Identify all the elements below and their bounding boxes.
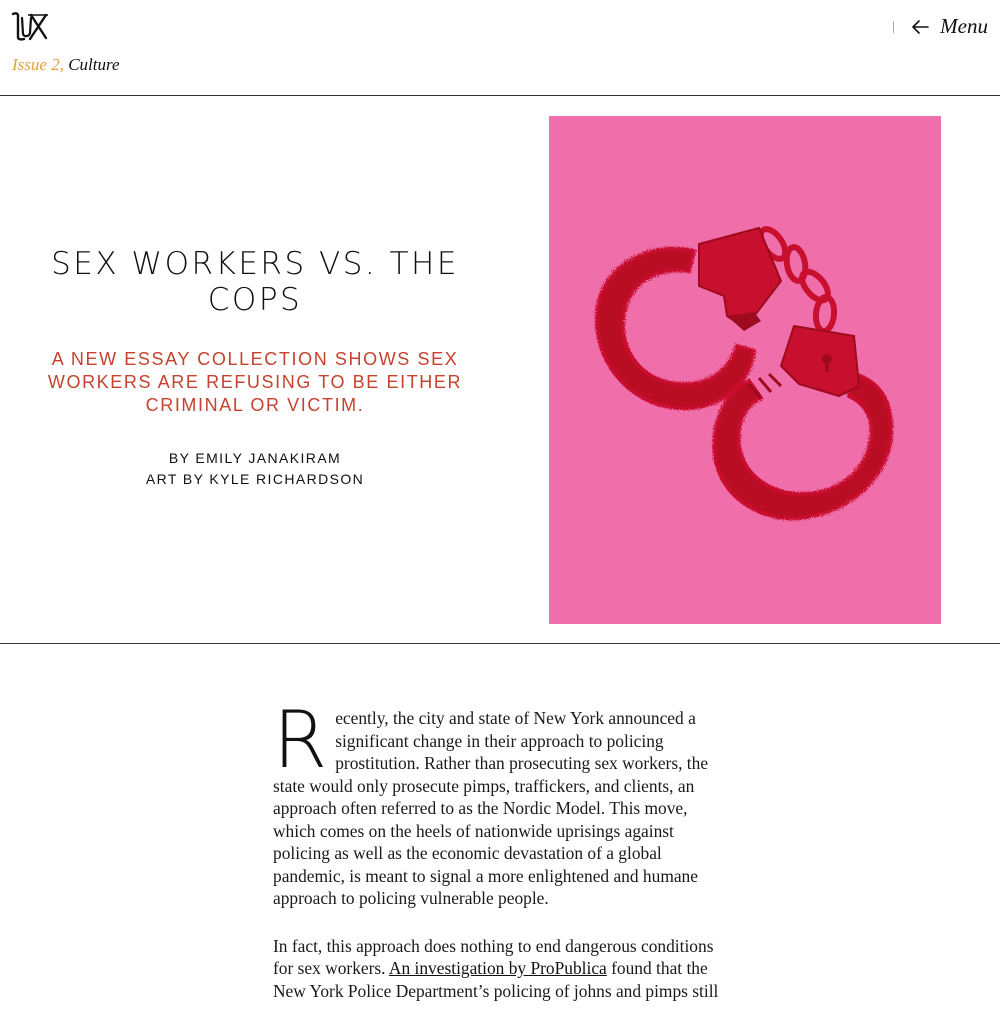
menu-divider xyxy=(893,21,894,33)
paragraph-1 xyxy=(273,696,731,910)
menu-label: Menu xyxy=(940,14,988,38)
logo-mark-icon xyxy=(10,10,50,44)
byline xyxy=(40,448,470,490)
article-dek: A NEW ESSAY COLLECTION SHOWS SEX WORKERS ARE REFUSING TO BE EITHER CRIMINAL OR VICTIM. xyxy=(47,349,463,415)
author-credit: BY EMILY JANAKIRAM xyxy=(168,450,342,466)
paragraph-2 xyxy=(273,935,731,1003)
paragraph-2-text-after: found that the New York Police Department’s policing of johns and pimps still xyxy=(273,958,719,1001)
issue-label[interactable]: Issue 2, xyxy=(12,55,64,74)
menu-button[interactable] xyxy=(893,14,988,39)
hero-divider xyxy=(0,643,1000,644)
header-divider xyxy=(0,95,1000,96)
paragraph-1-text: ecently, the city and state of New York announced a significant change in their approach to policing prostitution. Rather than prosecuting sex workers, the state would only prosecute pimps, traffickers, and clients, an approach often referred to as the Nordic Model. This move, which comes on the heels of nationwide uprisings against policing as well as the economic devastation of a global pandemic, is meant to signal a more enlightened and humane approach to policing vulnerable people. xyxy=(273,708,709,908)
site-logo[interactable] xyxy=(10,10,50,44)
artist-credit: ART BY KYLE RICHARDSON xyxy=(145,471,365,487)
paragraph-2-text-before: In fact, this approach does nothing to end dangerous conditions for sex workers. xyxy=(273,935,714,978)
handcuffs-icon xyxy=(549,116,941,624)
hero-illustration xyxy=(549,116,941,624)
propublica-investigation-link[interactable]: An investigation by ProPublica xyxy=(388,958,607,978)
article-body xyxy=(273,696,731,1027)
issue-breadcrumb xyxy=(12,55,120,75)
arrow-left-icon xyxy=(912,20,930,34)
section-label[interactable]: Culture xyxy=(68,55,120,74)
article-title: SEX WORKERS VS. THE COPS xyxy=(51,246,459,318)
drop-cap: R xyxy=(273,696,328,786)
